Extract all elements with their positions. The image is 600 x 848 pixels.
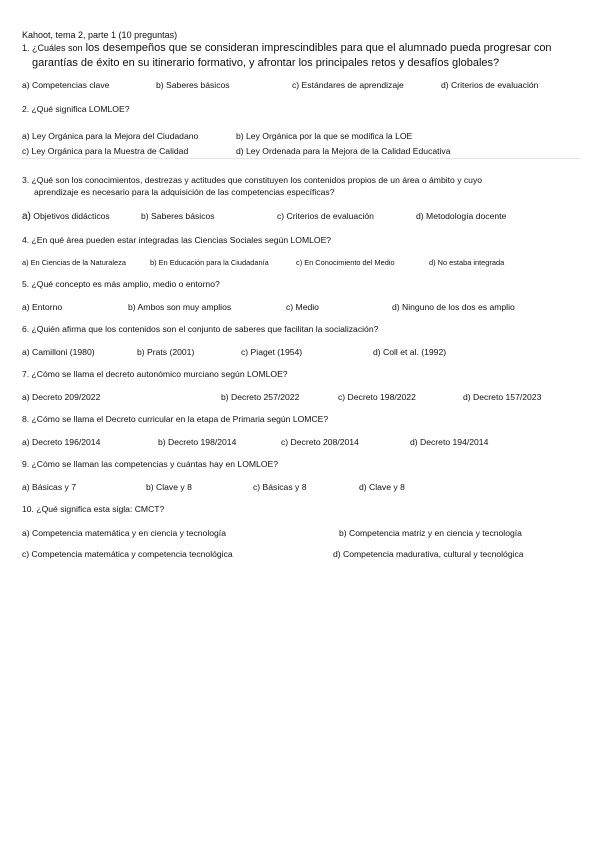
q6-option-a: a) Camilloni (1980) (22, 347, 95, 357)
q5-option-d: d) Ninguno de los dos es amplio (392, 302, 515, 312)
q9-option-c: c) Básicas y 8 (253, 482, 307, 492)
question-1-line-2: garantías de éxito en su itinerario formativo, y afrontar los principales retos y desafíos globales? (32, 57, 500, 69)
question-1-line-1 (22, 42, 552, 55)
q3-option-a-letter: a) (22, 211, 31, 222)
q2-option-a: a) Ley Orgánica para la Mejora del Ciudadano (22, 131, 199, 141)
q2-option-c: c) Ley Orgánica para la Muestra de Calidad (22, 146, 189, 156)
q7-option-d: d) Decreto 157/2023 (463, 392, 542, 402)
question-3-line-2: aprendizaje es necesario para la adquisición de las competencias específicas? (34, 187, 335, 197)
q8-option-a: a) Decreto 196/2014 (22, 437, 101, 447)
q7-option-c: c) Decreto 198/2022 (338, 392, 416, 402)
q8-option-c: c) Decreto 208/2014 (281, 437, 359, 447)
q2-option-b: b) Ley Orgánica por la que se modifica la LOE (236, 131, 413, 141)
q3-option-a-text: Objetivos didácticos (30, 211, 110, 221)
q9-option-d: d) Clave y 8 (359, 482, 405, 492)
q5-option-b: b) Ambos son muy amplios (128, 302, 232, 312)
q1-option-a: a) Competencias clave (22, 80, 110, 90)
question-1-prefix: 1. ¿Cuáles son (22, 43, 83, 53)
question-2: 2. ¿Qué significa LOMLOE? (22, 104, 130, 114)
q7-option-b: b) Decreto 257/2022 (221, 392, 300, 402)
question-4: 4. ¿En qué área pueden estar integradas las Ciencias Sociales según LOMLOE? (22, 235, 332, 245)
q9-option-a: a) Básicas y 7 (22, 482, 76, 492)
q4-option-d: d) No estaba integrada (429, 258, 505, 267)
question-3-line-1: 3. ¿Qué son los conocimientos, destrezas y actitudes que constituyen los contenidos propios de un área o ámbito y cuyo (22, 175, 483, 185)
q1-option-c: c) Estándares de aprendizaje (292, 80, 404, 90)
q6-option-b: b) Prats (2001) (137, 347, 195, 357)
q6-option-d: d) Coll et al. (1992) (373, 347, 447, 357)
q3-option-c: c) Criterios de evaluación (277, 211, 374, 221)
question-9: 9. ¿Cómo se llaman las competencias y cuántas hay en LOMLOE? (22, 459, 279, 469)
q6-option-c: c) Piaget (1954) (241, 347, 303, 357)
q5-option-a: a) Entorno (22, 302, 63, 312)
q4-option-a: a) En Ciencias de la Naturaleza (22, 258, 126, 267)
q10-option-d: d) Competencia madurativa, cultural y tecnológica (333, 549, 524, 559)
q8-option-d: d) Decreto 194/2014 (410, 437, 489, 447)
question-6: 6. ¿Quién afirma que los contenidos son el conjunto de saberes que facilitan la socialización? (22, 324, 379, 334)
q10-option-a: a) Competencia matemática y en ciencia y tecnología (22, 528, 226, 538)
question-5: 5. ¿Qué concepto es más amplio, medio o entorno? (22, 279, 220, 289)
question-10: 10. ¿Qué significa esta sigla: CMCT? (22, 504, 165, 514)
q3-option-a (22, 211, 110, 222)
page-divider (22, 158, 580, 159)
question-7: 7. ¿Cómo se llama el decreto autonómico murciano según LOMLOE? (22, 369, 288, 379)
question-1-text: los desempeños que se consideran imprescindibles para que el alumnado pueda progresar con (85, 42, 552, 54)
q2-option-d: d) Ley Ordenada para la Mejora de la Calidad Educativa (236, 146, 451, 156)
q4-option-b: b) En Educación para la Ciudadanía (150, 258, 269, 267)
q7-option-a: a) Decreto 209/2022 (22, 392, 101, 402)
q10-option-c: c) Competencia matemática y competencia tecnológica (22, 549, 233, 559)
q9-option-b: b) Clave y 8 (146, 482, 192, 492)
q4-option-c: c) En Conocimiento del Medio (296, 258, 395, 267)
question-8: 8. ¿Cómo se llama el Decreto curricular en la etapa de Primaria según LOMCE? (22, 414, 329, 424)
q5-option-c: c) Medio (286, 302, 319, 312)
q1-option-d: d) Criterios de evaluación (441, 80, 539, 90)
q8-option-b: b) Decreto 198/2014 (158, 437, 237, 447)
q3-option-b: b) Saberes básicos (141, 211, 215, 221)
q3-option-d: d) Metodología docente (416, 211, 507, 221)
q1-option-b: b) Saberes básicos (156, 80, 230, 90)
document-title: Kahoot, tema 2, parte 1 (10 preguntas) (22, 30, 178, 40)
q10-option-b: b) Competencia matriz y en ciencia y tecnología (339, 528, 522, 538)
